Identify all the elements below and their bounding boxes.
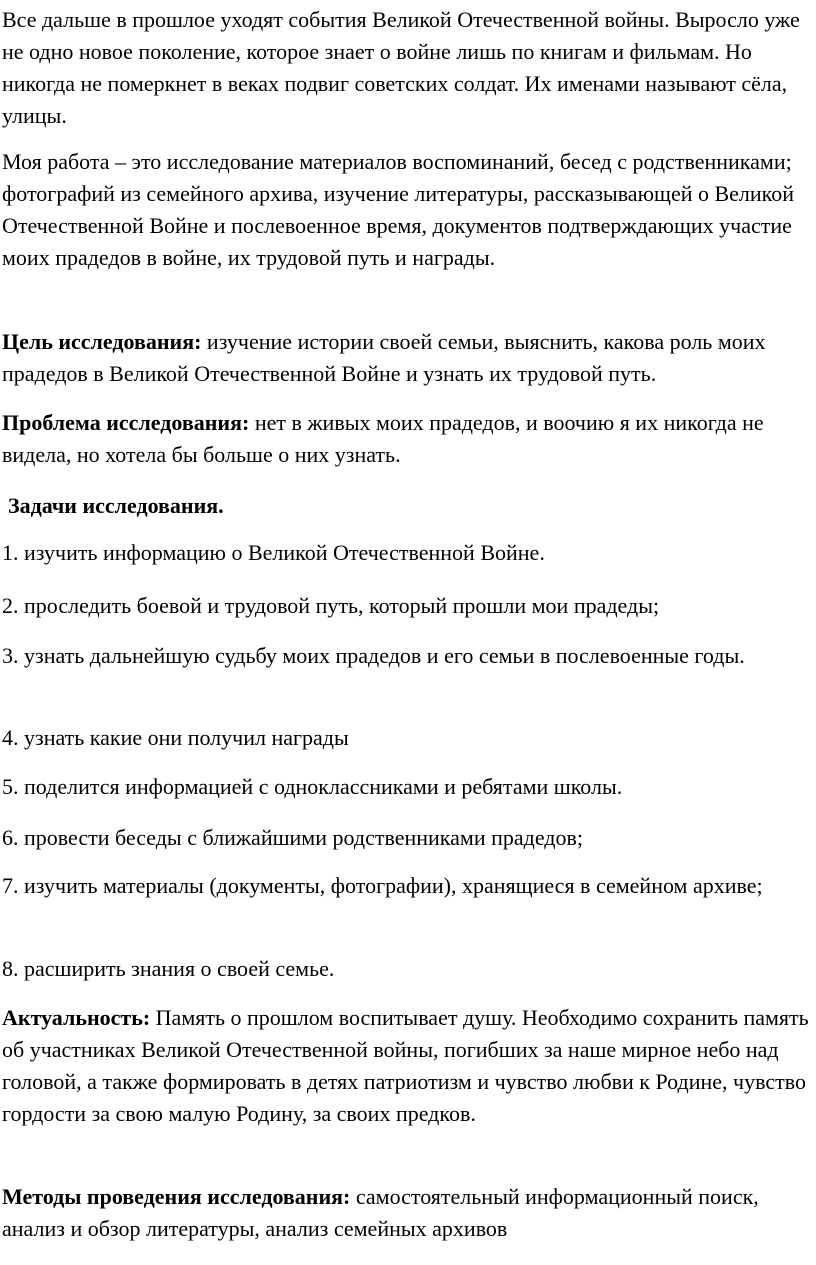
research-problem-paragraph (2, 407, 814, 471)
task-item: 7. изучить материалы (документы, фотографии), хранящиеся в семейном архиве; (2, 873, 763, 898)
research-methods-text: самостоятельный информационный поиск, анализ и обзор литературы, анализ семейных архивов (2, 1184, 759, 1241)
research-goal-text: изучение истории своей семьи, выяснить, какова роль моих прадедов в Великой Отечественной Войне и узнать их трудовой путь. (2, 329, 766, 386)
task-item: 3. узнать дальнейшую судьбу моих прадедов и его семьи в послевоенные годы. (2, 643, 745, 668)
research-methods-paragraph (2, 1181, 814, 1245)
relevance-text: Память о прошлом воспитывает душу. Необходимо сохранить память об участниках Великой Отечественной войны, погибших за наше мирное небо над головой, а также формировать в детях патриотизм и чувство любви к Родине, чувство гордости за свою малую Родину, за своих предков. (2, 1005, 809, 1126)
relevance-label: Актуальность: (2, 1005, 151, 1030)
task-item: 5. поделится информацией с одноклассниками и ребятами школы. (2, 774, 623, 799)
intro-paragraph: Все дальше в прошлое уходят события Великой Отечественной войны. Выросло уже не одно новое поколение, которое знает о войне лишь по книгам и фильмам. Но никогда не померкнет в веках подвиг советских солдат. Их именами называют сёла, улицы. (2, 7, 800, 128)
research-goal-paragraph (2, 326, 814, 390)
research-goal-label: Цель исследования: (2, 329, 202, 354)
research-methods-label: Методы проведения исследования: (2, 1184, 351, 1209)
task-item: 4. узнать какие они получил награды (2, 725, 349, 750)
task-item: 1. изучить информацию о Великой Отечественной Войне. (2, 540, 545, 565)
task-item: 8. расширить знания о своей семье. (2, 956, 335, 981)
task-item: 2. проследить боевой и трудовой путь, который прошли мои прадеды; (2, 593, 660, 618)
research-problem-text: нет в живых моих прадедов, и воочию я их никогда не видела, но хотела бы больше о них узнать. (2, 410, 764, 467)
task-item: 6. провести беседы с ближайшими родственниками прадедов; (2, 825, 584, 850)
research-tasks-heading: Задачи исследования. (8, 493, 224, 518)
relevance-paragraph (2, 1002, 816, 1130)
research-problem-label: Проблема исследования: (2, 410, 250, 435)
work-description-paragraph: Моя работа – это исследование материалов воспоминаний, бесед с родственниками; фотографий из семейного архива, изучение литературы, рассказывающей о Великой Отечественной Войне и послевоенное время, документов подтверждающих участие моих прадедов в войне, их трудовой путь и награды. (2, 149, 795, 270)
